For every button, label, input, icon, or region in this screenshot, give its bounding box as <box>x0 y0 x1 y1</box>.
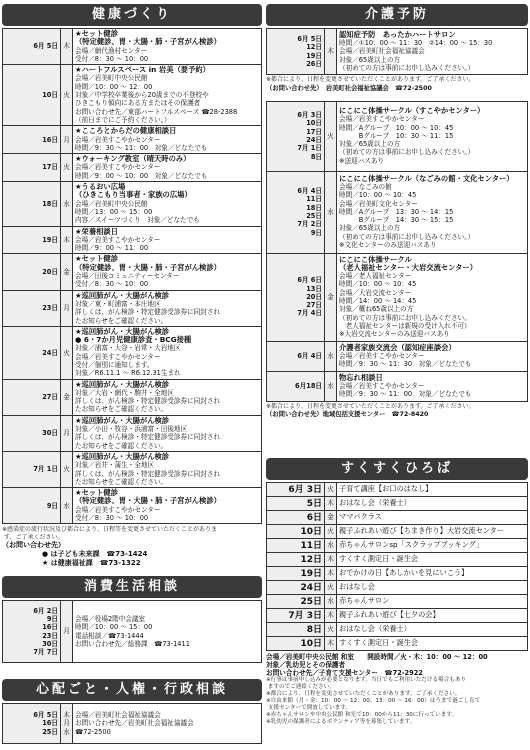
kenko-event-body: 対象／小田・牧谷・浜浦富・田後地区 詳しくは、がん検診・特定健診受診券に同封され たお知らせをご確認ください。 <box>75 425 221 450</box>
kenko-event-body: 対象／東・町浦富・本庄地区 詳しくは、がん検診・特定健診受診券に同封され たお知らせをご確認ください。 <box>75 299 221 325</box>
kenko-row <box>3 29 262 65</box>
kenko-date: 6月 5日 <box>3 29 61 65</box>
sukusuku-date: 7月 3日 <box>267 609 325 623</box>
kenko-weekday: 月 <box>61 290 73 326</box>
kenko-date: 24日 <box>3 326 61 379</box>
kenko-weekday: 火 <box>61 326 73 379</box>
sukusuku-weekday: 火 <box>325 483 337 497</box>
kaigo-r3-content <box>337 171 528 253</box>
kenko-note: ※感染症の流行状況及び都合により、日程等を変更させていただくことがありま す。ご了承ください。 <box>2 526 218 541</box>
shinpai-weekdays: 木 月 水 <box>61 704 73 744</box>
kenko-event-body: 対象／浦富・大谷・岩常・大岩地区 会場／岩美すこやかセンター 受付／個別に通知します。 対象／R6.11.1 〜 R6.12.31生まれ <box>75 344 181 378</box>
kaigo-r5-content <box>337 341 528 371</box>
kenko-row <box>3 451 262 487</box>
kenko-event-title: ★巡回肺がん・大腸がん検診 <box>75 451 170 461</box>
sukusuku-weekday: 木 <box>325 637 337 651</box>
shohi-weekday: 月 <box>61 601 73 663</box>
kenko-content <box>73 379 262 415</box>
shinpai-section <box>2 679 262 744</box>
kenko-weekday: 金 <box>61 254 73 290</box>
sukusuku-weekday: 金 <box>325 511 337 525</box>
kaigo-r1-content <box>337 29 528 75</box>
kenko-row <box>3 326 262 379</box>
kenko-content <box>73 290 262 326</box>
kaigo-r2-weekday: 火 <box>325 101 337 171</box>
kaigo-r3-body: 会場／なごみの館 時間／10：00 〜 10：45 会場／岩美町文化センター 時間／Aグループ 13：30 〜 14：15 Bグループ 14：30 〜 15：15 対象／65歳以上の方 （初めての方は事前にお申し込みください。） ※文化センターのみ送迎バスあり <box>339 182 475 250</box>
sukusuku-event: おでかけの日【あしかいを見にいこう】 <box>337 567 528 581</box>
kenko-event-title: ★巡回肺がん・大腸がん検診 <box>75 290 170 300</box>
kenko-event-body: 対象／岩井・蒲生・全地区 詳しくは、がん検診・特定健診受診券に同封され たお知らせをご確認ください。 <box>75 461 221 486</box>
kaigo-r6-weekday: 水 <box>325 371 337 401</box>
kenko-event-title: ★こころとからだの健康相談日 <box>75 126 177 136</box>
kaigo-table-2 <box>266 101 528 402</box>
sukusuku-weekday: 木 <box>325 567 337 581</box>
sukusuku-weekday: 木 <box>325 609 337 623</box>
sukusuku-info-1: 会場／岩美町中央公民館 和室 開設時間／火・木：10：00 〜 12：00 <box>266 653 488 661</box>
shohi-dates: 6月 2日 9日 16日 23日 30日 7月 7日 <box>3 601 61 663</box>
kenko-event-body: 会場／岩美すこやかセンター 受付／8：30 〜 10：00 <box>75 505 161 523</box>
kaigo-r5-dates: 6月 4日 <box>267 341 325 371</box>
kenko-content <box>73 126 262 154</box>
sukusuku-date: 24日 <box>267 581 325 595</box>
kenko-event-body: 対象／大岩・網代・駒井・全地区 詳しくは、がん検診・特定健診受診券に同封され たお知らせをご確認ください。 <box>75 388 221 414</box>
kenko-content <box>73 65 262 126</box>
kenko-row <box>3 379 262 415</box>
sukusuku-row <box>267 553 528 567</box>
kenko-event-body: 会場／岩美すこやかセンター 時間／9：00 〜 10：00 対象／どなたでも <box>75 163 208 180</box>
kenko-content <box>73 154 262 182</box>
kaigo-r6-dates: 6月18日 <box>267 371 325 401</box>
shohi-header: 消費生活相談 <box>2 576 262 598</box>
kenko-event-body: 会場／網代漁村センター 受付／8：30 〜 10：00 <box>75 46 149 63</box>
sukusuku-weekday: 木 <box>325 497 337 511</box>
kenko-date: 17日 <box>3 154 61 182</box>
kenko-weekday: 木 <box>61 226 73 254</box>
kaigo-r1-dates: 6月 5日 12日 19日 26日 <box>267 29 325 75</box>
kaigo-r2-body: 会場／岩美すこやかセンター 時間／Aグループ 10：00 〜 10：45 Bグループ 10：30 〜 11：15 対象／65歳以上の方 （初めての方は事前にお申し込みください。） ※送迎バスあり <box>339 115 475 165</box>
kaigo-note-1: ※都合により、日程を変更させていただくことがあります。ご了承ください。 <box>266 76 475 83</box>
left-column <box>2 4 262 568</box>
kenko-event-body: 会場／田後コミュニティーセンター 受付／8：30 〜 10：00 <box>75 272 180 289</box>
kaigo-r5-weekday: 水 <box>325 341 337 371</box>
sukusuku-date: 12日 <box>267 553 325 567</box>
sukusuku-event: 赤ちゃんサロンsp「スクラップブッキング」 <box>337 539 528 553</box>
sukusuku-event: 赤ちゃんサロン <box>337 595 528 609</box>
sukusuku-table <box>266 482 528 651</box>
sukusuku-date: 25日 <box>267 595 325 609</box>
kenko-weekday: 木 <box>61 29 73 65</box>
sukusuku-weekday: 火 <box>325 581 337 595</box>
kaigo-header: 介護予防 <box>266 4 528 26</box>
kenko-date: 20日 <box>3 254 61 290</box>
sukusuku-event: おはなし会 <box>337 581 528 595</box>
sukusuku-date: 6日 <box>267 511 325 525</box>
kaigo-contact-2: （お問い合わせ先）地域包括支援センター ☎72-8420 <box>266 411 429 418</box>
sukusuku-event: 親子ふれあい遊び【七夕の会】 <box>337 609 528 623</box>
kenko-row <box>3 126 262 154</box>
kenko-contact-2: ★ は健康福祉課 ☎73-1322 <box>42 559 141 568</box>
shinpai-header: 心配ごと・人権・行政相談 <box>2 679 262 701</box>
kaigo-r2-content <box>337 101 528 171</box>
kaigo-r6-content <box>337 371 528 401</box>
sukusuku-row <box>267 539 528 553</box>
kenko-weekday: 火 <box>61 154 73 182</box>
kenko-event-body: 会場／岩美すこやかセンター 時間／9：30 〜 11：00 対象／どなたでも <box>75 135 208 152</box>
sukusuku-date: 6月 3日 <box>267 483 325 497</box>
kaigo-note-2: ※都合により、日程を変更させていただくことがあります。ご了承ください。 <box>266 402 475 410</box>
kaigo-r4-title: にこにこ体操サークル （老人福祉センター・大岩交流センター） <box>339 254 478 272</box>
sukusuku-event: ママパクラス <box>337 511 528 525</box>
shohi-body: 会場／役場2階中会議室 時間／10：00 〜 15：00 電話相談／☎73-1444 お問い合わせ先／総務課 ☎73-1411 <box>73 601 262 663</box>
sukusuku-row <box>267 581 528 595</box>
sukusuku-row <box>267 609 528 623</box>
sukusuku-row <box>267 525 528 539</box>
sukusuku-row <box>267 637 528 651</box>
kaigo-r2-title: にこにこ体操サークル（すこやかセンター） <box>339 105 485 115</box>
kenko-row <box>3 488 262 524</box>
kenko-event-title: ★ハートフルスペース in 岩美（要予約） <box>75 65 210 75</box>
kenko-weekday: 月 <box>61 126 73 154</box>
kenko-header: 健康づくり <box>2 4 262 26</box>
sukusuku-notes: ※行事は事前申し込みが必要となります。当日でもご利用いただける場合もあり ますのでご連絡ください。 ※都合により、日程を変更させていただくことがあります。ご了承ください。 ※自由来館（月・金：10：00 〜 12：00、13：00 〜 16：00）はうまで過ごし育て 支援センターで開放しています。 ※赤ちゃんサロンや中央公民館 和室で10：00から11：30に行っています。 ※乳幼児の保護者によるボランティア等を募集しています。 <box>266 677 481 725</box>
kaigo-r4-dates: 6月 6日 13日 20日 27日 7月 4日 <box>267 253 325 341</box>
sukusuku-date: 5日 <box>267 497 325 511</box>
kaigo-r4-weekday: 金 <box>325 253 337 341</box>
kenko-date: 16日 <box>3 126 61 154</box>
kenko-content <box>73 415 262 451</box>
kenko-event-title: ★セット健診 （特定健診、胃・大腸・肺・子宮がん検診） <box>75 254 221 272</box>
kenko-row <box>3 290 262 326</box>
kenko-contact-label: （お問い合わせ先） <box>2 541 65 550</box>
shinpai-body: 会場／岩美町社会福祉協議会 お問い合わせ先／岩美町社会福祉協議会 ☎72-2500 <box>73 704 262 744</box>
sukusuku-date: 10日 <box>267 637 325 651</box>
kaigo-r1-title: 認知症予防 あったかハートサロン <box>339 29 456 39</box>
sukusuku-weekday: 水 <box>325 539 337 553</box>
kenko-content <box>73 254 262 290</box>
kenko-weekday: 火 <box>61 65 73 126</box>
sukusuku-event: おはなし会（栄養士） <box>337 623 528 637</box>
kenko-row <box>3 254 262 290</box>
sukusuku-row <box>267 623 528 637</box>
kaigo-contact-1: （お問い合わせ先） 岩美町社会福祉協議会 ☎72-2500 <box>266 84 432 92</box>
kenko-content <box>73 182 262 226</box>
kaigo-r5-title: 介護者家族交流会（認知症座談会） <box>339 342 456 352</box>
kaigo-r3-weekday: 水 <box>325 171 337 253</box>
sukusuku-header: すくすくひろば <box>266 458 528 480</box>
kenko-event-title: ★巡回肺がん・大腸がん検診 <box>75 379 170 389</box>
kenko-weekday: 水 <box>61 488 73 524</box>
kenko-event-title: ★ウォーキング教室（晴天時のみ） <box>75 154 191 164</box>
kaigo-r1-weekday: 木 <box>325 29 337 75</box>
sukusuku-date: 10日 <box>267 525 325 539</box>
sukusuku-row <box>267 483 528 497</box>
shohi-table <box>2 600 262 663</box>
right-column <box>266 4 528 419</box>
sukusuku-date: 19日 <box>267 567 325 581</box>
kenko-date: 9日 <box>3 488 61 524</box>
kenko-date: 18日 <box>3 182 61 226</box>
sukusuku-weekday: 水 <box>325 595 337 609</box>
sukusuku-event: 親子ふれあい遊び【ちまき作り】大岩交流センター <box>337 525 528 539</box>
kenko-event-title: ★巡回肺がん・大腸がん検診 <box>75 415 170 425</box>
kenko-date: 19日 <box>3 226 61 254</box>
sukusuku-weekday: 火 <box>325 623 337 637</box>
kaigo-r1-body: 時間／①10：00 〜 11：30 ②14：00 〜 15：30 会場／岩美町社会福祉協議会 対象／65歳以上の方 （初めての方は事前にお申し込みください。） <box>339 39 493 72</box>
kenko-date: 10日 <box>3 65 61 126</box>
kaigo-r2-dates: 6月 3日 10日 17日 24日 7月 1日 8日 <box>267 101 325 171</box>
kenko-event-title: ★栄養相談日 <box>75 226 119 236</box>
kaigo-r6-title: 物忘れ相談日 <box>339 372 383 382</box>
sukusuku-weekday: 木 <box>325 553 337 567</box>
sukusuku-info-3: お問い合わせ先／子育て支援センター ☎72-2922 <box>266 669 423 677</box>
kenko-content <box>73 326 262 379</box>
kenko-weekday: 火 <box>61 451 73 487</box>
kenko-event-body: 会場／岩美町中央公民館 時間／13：00 〜 15：00 内容／スイーツづくり 対象／どなたでも <box>75 199 200 225</box>
kenko-event-body: 会場／岩美すこやかセンター 時間／9：00 〜 11：00 <box>75 235 161 253</box>
sukusuku-weekday: 火 <box>325 525 337 539</box>
sukusuku-row <box>267 595 528 609</box>
kenko-row <box>3 182 262 226</box>
kaigo-table-1 <box>266 28 528 75</box>
kenko-event-body: 会場／岩美町中央公民館 時間／10：00 〜 12：00 対象／中学校卒業後から20歳までの不登校や ひきこもり傾向にある方またはその保護者 お問い合わせ先／東部ハートフルスペース ☎28-2388 （前日までにご予約ください。） <box>75 74 238 124</box>
sukusuku-event: すくすく測定日・誕生会 <box>337 637 528 651</box>
kenko-row <box>3 154 262 182</box>
kenko-date: 23日 <box>3 290 61 326</box>
shohi-section <box>2 576 262 663</box>
sukusuku-date: 11日 <box>267 539 325 553</box>
kaigo-r3-dates: 6月 4日 11日 18日 25日 7月 2日 9日 <box>267 171 325 253</box>
sukusuku-info-2: 対象／乳幼児とその保護者 <box>266 661 346 669</box>
kenko-event-title: ★セット健診 （特定健診、胃・大腸・肺・子宮がん検診） <box>75 488 221 506</box>
kenko-date: 27日 <box>3 379 61 415</box>
kaigo-r4-body: 会場／老人福祉センター 時間／10：00 〜 10：45 会場／大岩交流センター 時間／14：00 〜 14：45 対象／概ね65歳以上の方 （初めての方は事前にお申し込みください。 老人福祉センターは新規の受け入れ不可） ※大岩交流センターのみ送迎バスあり <box>339 272 471 339</box>
kenko-row <box>3 415 262 451</box>
sukusuku-date: 8日 <box>267 623 325 637</box>
kaigo-r4-content <box>337 253 528 341</box>
sukusuku-section <box>266 458 528 726</box>
kaigo-r6-body: 会場／岩美すこやかセンター 時間／9：30 〜 11：00 対象／どなたでも <box>339 381 472 399</box>
kenko-weekday: 月 <box>61 415 73 451</box>
sukusuku-row <box>267 511 528 525</box>
kenko-content <box>73 29 262 65</box>
kenko-date: 30日 <box>3 415 61 451</box>
kenko-event-title: ★巡回肺がん・大腸がん検診 ● 6・7か月児健康診査・BCG接種 <box>75 326 192 345</box>
shinpai-dates: 6月 5日 16日 25日 <box>3 704 61 744</box>
kaigo-r3-title: にこにこ体操サークル（なごみの館・文化センター） <box>339 173 514 183</box>
kenko-weekday: 金 <box>61 379 73 415</box>
sukusuku-event: すくすく測定日・誕生会 <box>337 553 528 567</box>
sukusuku-event: おはなし会（栄養士） <box>337 497 528 511</box>
kenko-table <box>2 28 262 524</box>
kenko-date: 7月 1日 <box>3 451 61 487</box>
kenko-content <box>73 451 262 487</box>
kenko-content <box>73 488 262 524</box>
kenko-content <box>73 226 262 254</box>
kenko-event-title: ★セット健診 （特定健診、胃・大腸・肺・子宮がん検診） <box>75 29 221 47</box>
kenko-row <box>3 65 262 126</box>
kenko-contact-1: ● は子ども未来課 ☎73-1424 <box>42 550 148 559</box>
shinpai-table <box>2 703 262 744</box>
kenko-weekday: 水 <box>61 182 73 226</box>
sukusuku-row <box>267 567 528 581</box>
kenko-row <box>3 226 262 254</box>
sukusuku-row <box>267 497 528 511</box>
kenko-event-title: ★うるおい広場 （ひきこもり当事者・家族の広場） <box>75 182 192 200</box>
kaigo-r5-body: 会場／岩美すこやかセンター 時間／9：30 〜 11：30 対象／どなたでも <box>339 351 472 369</box>
sukusuku-event: 子育て講座【お口のはなし】 <box>337 483 528 497</box>
